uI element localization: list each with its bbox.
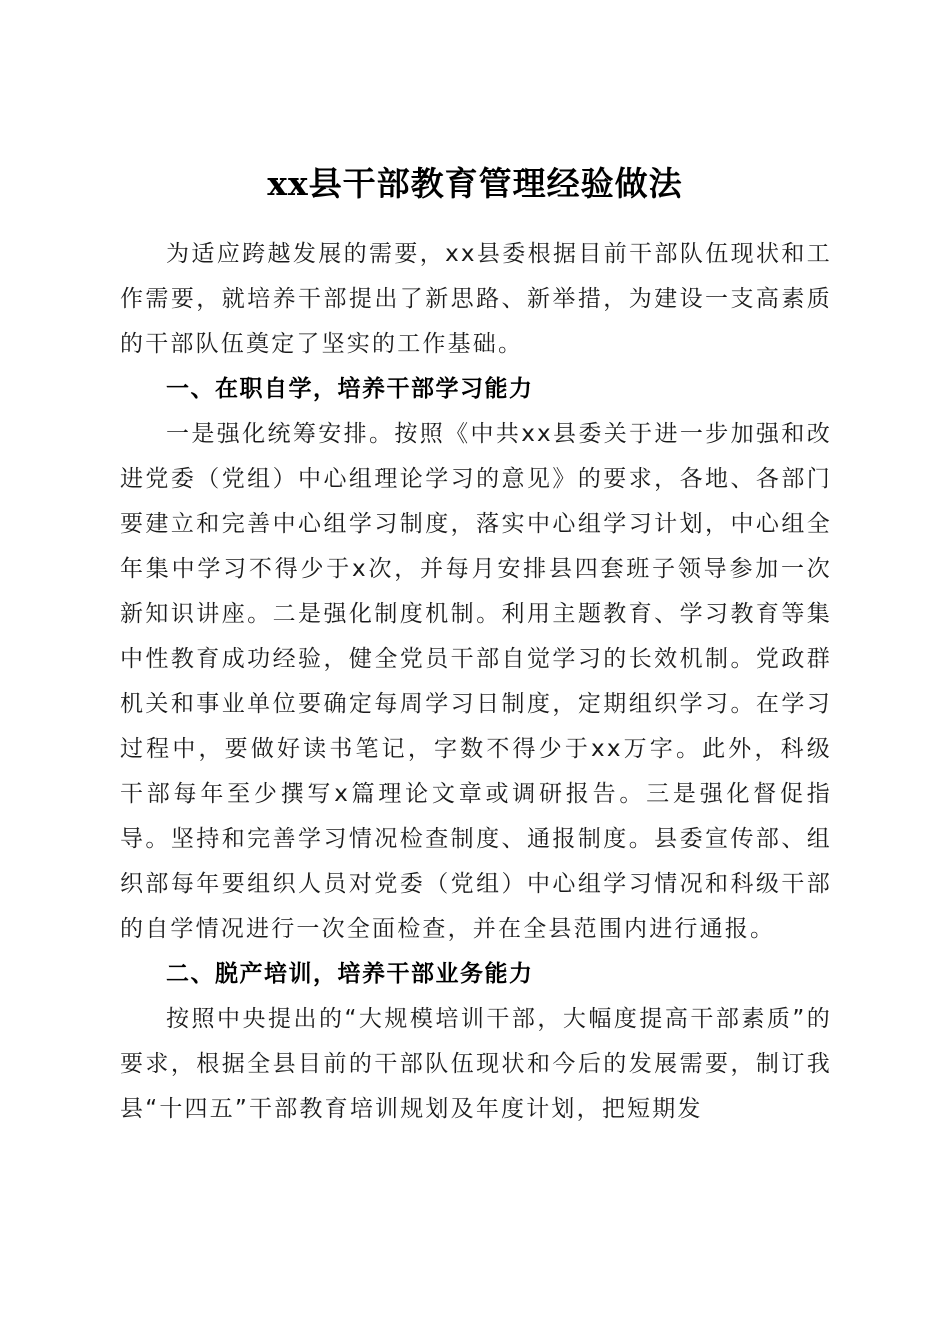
section-2-heading: 二、脱产培训，培养干部业务能力 bbox=[166, 961, 534, 987]
document-body bbox=[120, 232, 832, 1132]
section-1-heading: 一、在职自学，培养干部学习能力 bbox=[166, 376, 534, 402]
intro-paragraph: 为适应跨越发展的需要，xx县委根据目前干部队伍现状和工作需要，就培养干部提出了新思路、新举措，为建设一支高素质的干部队伍奠定了坚实的工作基础。 bbox=[120, 241, 832, 357]
section-2-paragraph: 按照中央提出的“大规模培训干部，大幅度提高干部素质”的要求，根据全县目前的干部队伍现状和今后的发展需要，制订我县“十四五”干部教育培训规划及年度计划，把短期发 bbox=[120, 1006, 832, 1122]
document-title: xx县干部教育管理经验做法 bbox=[267, 164, 683, 204]
section-1-paragraph: 一是强化统筹安排。按照《中共xx县委关于进一步加强和改进党委（党组）中心组理论学习的意见》的要求，各地、各部门要建立和完善中心组学习制度，落实中心组学习计划，中心组全年集中学习不得少于x次，并每月安排县四套班子领导参加一次新知识讲座。二是强化制度机制。利用主题教育、学习教育等集中性教育成功经验，健全党员干部自觉学习的长效机制。党政群机关和事业单位要确定每周学习日制度，定期组织学习。在学习过程中，要做好读书笔记，字数不得少于xx万字。此外，科级干部每年至少撰写x篇理论文章或调研报告。三是强化督促指导。坚持和完善学习情况检查制度、通报制度。县委宣传部、组织部每年要组织人员对党委（党组）中心组学习情况和科级干部的自学情况进行一次全面检查，并在全县范围内进行通报。 bbox=[120, 421, 832, 942]
